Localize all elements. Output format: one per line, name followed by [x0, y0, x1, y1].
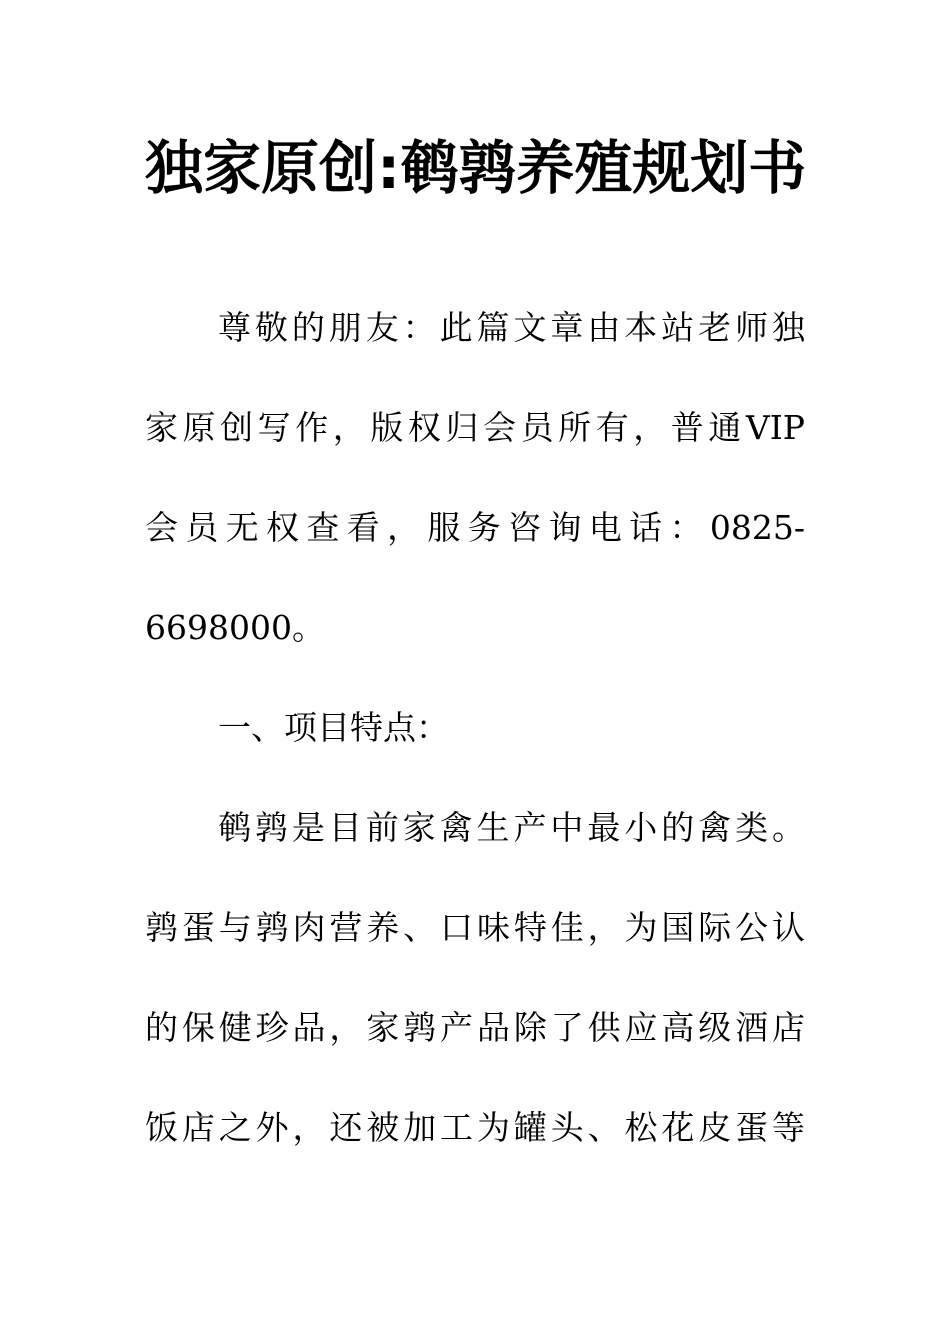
paragraph-line-8: 饭店之外，还被加工为罐头、松花皮蛋等: [145, 1108, 805, 1147]
paragraph-line-6: 鹑蛋与鹑肉营养、口味特佳，为国际公认: [145, 908, 805, 947]
paragraph-line-1: 尊敬的朋友：此篇文章由本站老师独: [218, 308, 805, 347]
paragraph-line-5: 鹌鹑是目前家禽生产中最小的禽类。: [218, 808, 805, 847]
section-heading: 一、项目特点：: [218, 708, 449, 747]
paragraph-line-3: 会员无权查看，服务咨询电话：0825-: [145, 508, 805, 547]
document-title: 独家原创:鹌鹑养殖规划书: [145, 134, 807, 202]
paragraph-line-2: 家原创写作，版权归会员所有，普通VIP: [145, 408, 805, 447]
paragraph-line-4: 6698000。: [145, 608, 325, 647]
paragraph-line-7: 的保健珍品，家鹑产品除了供应高级酒店: [145, 1008, 805, 1047]
